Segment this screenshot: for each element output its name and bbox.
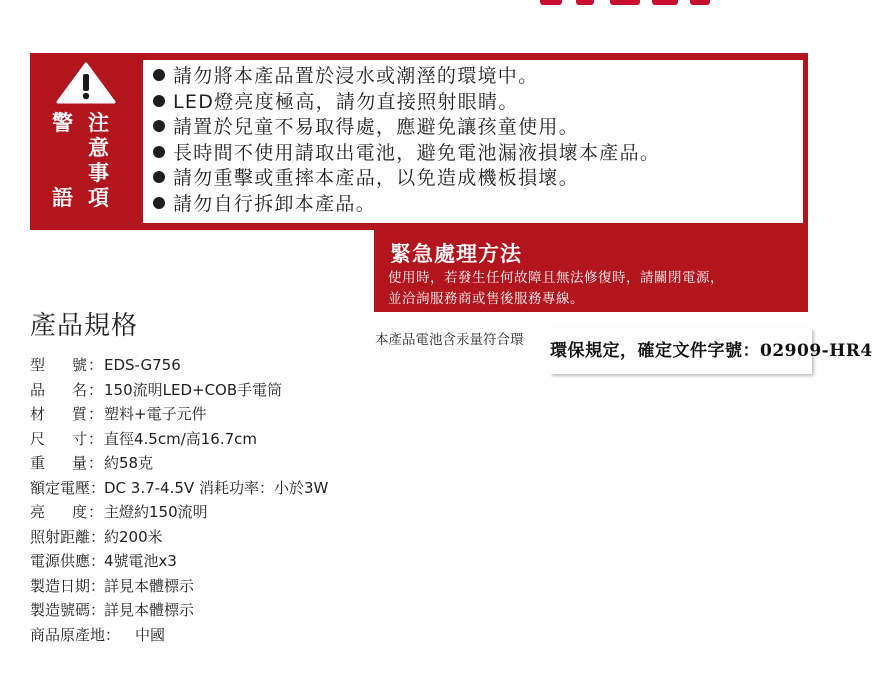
bullet-icon xyxy=(153,146,165,158)
warning-item-text: LED燈亮度極高，請勿直接照射眼睛。 xyxy=(173,90,519,113)
caution-title-char: 注 xyxy=(88,111,109,135)
spec-colon: ： xyxy=(88,380,104,399)
spec-label xyxy=(30,476,105,501)
caution-title-char: 項 xyxy=(88,186,109,210)
spec-value: DC 3.7-4.5V 消耗功率：小於3W xyxy=(104,478,329,497)
spec-value: 塑料+電子元件 xyxy=(104,405,207,423)
warning-item xyxy=(153,90,660,116)
spec-label-text: 商品原產地 xyxy=(30,625,106,644)
environmental-code-sticker: 環保規定，確定文件字號：02909-HR4 xyxy=(550,328,812,374)
spec-value: 約200米 xyxy=(104,527,163,546)
spec-label-text: 電源供應 xyxy=(30,552,91,570)
warning-list xyxy=(153,64,660,217)
spec-colon: ： xyxy=(90,601,106,619)
spec-label-char: 材 xyxy=(30,405,46,423)
spec-colon: ： xyxy=(90,576,106,595)
spec-label-text: 製造號碼 xyxy=(30,601,91,619)
spec-label-char: 號 xyxy=(72,356,88,374)
spec-label-char: 質 xyxy=(72,405,88,423)
spec-label-char: 品 xyxy=(30,380,46,399)
spec-label-char: 型 xyxy=(30,356,46,374)
bullet-icon xyxy=(153,120,165,132)
spec-label-char: 尺 xyxy=(30,429,46,448)
bullet-icon xyxy=(153,69,165,81)
spec-value: 主燈約150流明 xyxy=(104,503,208,521)
emergency-title: 緊急處理方法 xyxy=(390,242,522,266)
battery-note: 本產品電池含汞量符合環 xyxy=(375,332,524,348)
caution-title-char: 事 xyxy=(88,161,109,185)
warning-item xyxy=(153,141,660,167)
spec-value: 150流明LED+COB手電筒 xyxy=(104,380,283,399)
warning-item-text: 請勿重擊或重摔本產品，以免造成機板損壞。 xyxy=(173,167,580,189)
warning-panel xyxy=(30,53,808,230)
spec-label xyxy=(30,549,105,574)
spec-label-char: 亮 xyxy=(30,503,46,521)
spec-colon: ： xyxy=(88,356,104,374)
spec-value: 約58克 xyxy=(104,454,154,472)
spec-label-char: 重 xyxy=(30,454,46,472)
warning-item-text: 請勿將本產品置於浸水或潮溼的環境中。 xyxy=(173,65,539,87)
warning-item xyxy=(153,115,660,141)
bullet-icon xyxy=(153,95,165,107)
top-edge-marks xyxy=(530,0,720,6)
bullet-icon xyxy=(153,171,165,183)
warning-item-text: 請置於兒童不易取得處，應避免讓孩童使用。 xyxy=(173,116,580,138)
emergency-text xyxy=(388,268,724,310)
spec-value: 4號電池x3 xyxy=(104,552,177,570)
spec-colon: ： xyxy=(88,503,104,521)
spec-value: 直徑4.5cm/高16.7cm xyxy=(104,429,258,448)
warning-title-char: 警 xyxy=(52,111,73,135)
warning-item-text: 請勿自行拆卸本產品。 xyxy=(173,192,377,215)
spec-value: EDS-G756 xyxy=(104,356,181,374)
warning-item xyxy=(153,166,660,192)
warning-list-box xyxy=(142,59,804,224)
spec-label-text: 製造日期 xyxy=(30,576,91,595)
spec-colon: ： xyxy=(90,478,106,497)
spec-label-text: 額定電壓 xyxy=(30,478,91,497)
spec-colon: ： xyxy=(88,405,104,423)
spec-colon: ： xyxy=(90,552,106,570)
spec-value: 詳見本體標示 xyxy=(104,601,195,619)
emergency-line: 使用時，若發生任何故障且無法修復時，請關閉電源， xyxy=(388,270,724,286)
warning-title-char: 語 xyxy=(52,186,73,210)
spec-colon: ： xyxy=(90,527,106,546)
warning-item xyxy=(153,192,660,218)
warning-header xyxy=(30,53,142,230)
emergency-box xyxy=(374,230,808,312)
emergency-line: 並洽詢服務商或售後服務專線。 xyxy=(388,291,584,307)
spec-label-char: 名 xyxy=(72,380,88,399)
spec-value: 詳見本體標示 xyxy=(104,576,195,595)
spec-colon: ： xyxy=(88,454,104,472)
spec-label xyxy=(30,623,120,648)
spec-colon: ： xyxy=(88,429,104,448)
warning-item-text: 長時間不使用請取出電池，避免電池漏液損壞本產品。 xyxy=(173,141,661,164)
bullet-icon xyxy=(153,197,165,209)
spec-label xyxy=(30,525,105,550)
caution-title xyxy=(88,113,112,213)
spec-label xyxy=(30,574,105,599)
spec-title: 產品規格 xyxy=(30,311,139,341)
spec-label xyxy=(30,598,105,623)
spec-label-text: 照射距離 xyxy=(30,527,91,546)
warning-title xyxy=(52,113,76,238)
spec-value: 中國 xyxy=(135,625,166,644)
spec-colon: ： xyxy=(105,625,121,644)
spec-label-char: 度 xyxy=(72,503,88,521)
warning-item xyxy=(153,64,660,90)
caution-title-char: 意 xyxy=(88,136,109,160)
warning-triangle-icon xyxy=(56,62,116,104)
spec-label-char: 量 xyxy=(72,454,88,472)
spec-label-char: 寸 xyxy=(72,429,88,448)
